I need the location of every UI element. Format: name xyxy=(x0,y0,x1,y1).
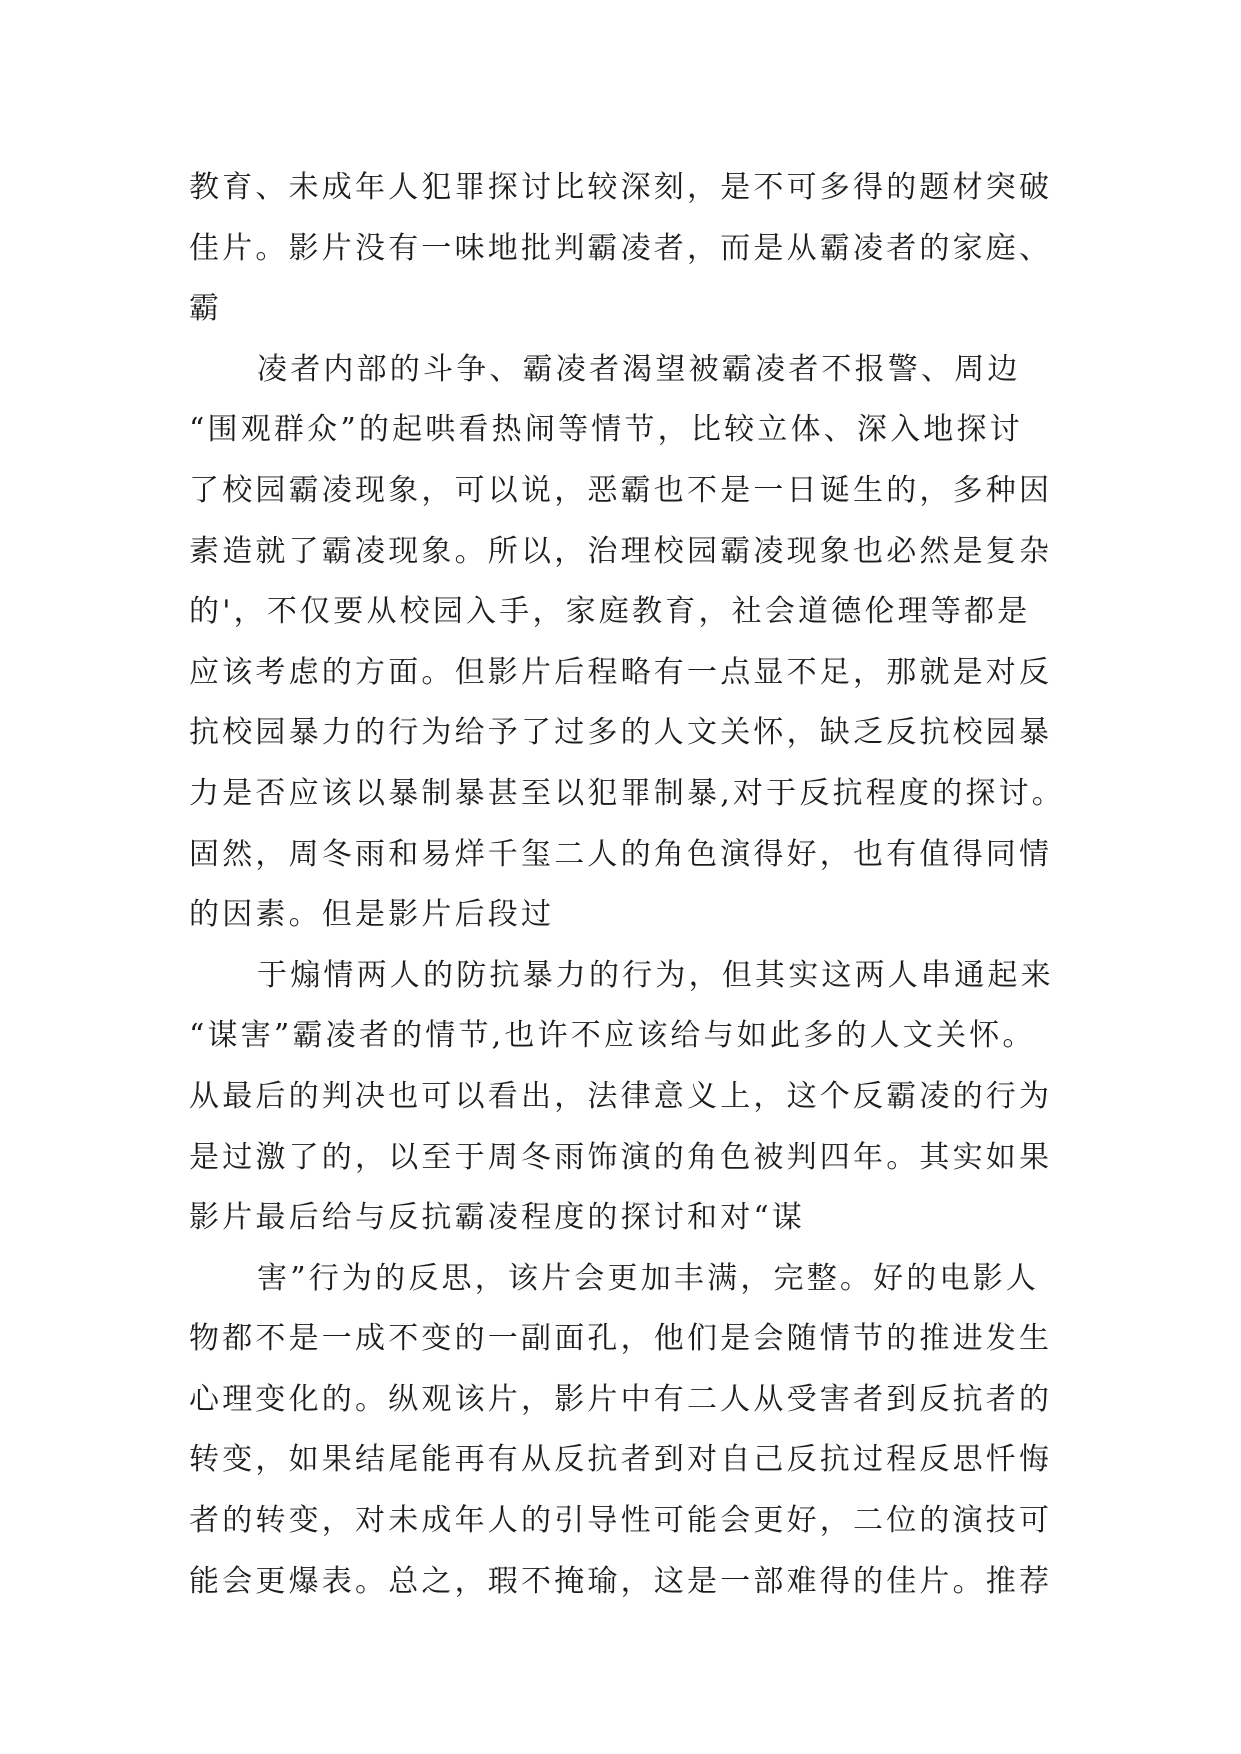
text-line: 心理变化的。纵观该片，影片中有二人从受害者到反抗者的 xyxy=(189,1381,1053,1417)
text-line: 应该考虑的方面。但影片后程略有一点显不足，那就是对反 xyxy=(189,654,1053,690)
text-line: 霸 xyxy=(189,291,223,327)
text-line: 力是否应该以暴制暴甚至以犯罪制暴,对于反抗程度的探讨。 xyxy=(189,775,1065,811)
text-line: 是过激了的，以至于周冬雨饰演的角色被判四年。其实如果 xyxy=(189,1139,1053,1175)
text-line: 影片最后给与反抗霸凌程度的探讨和对“谋 xyxy=(189,1200,806,1236)
text-line: “谋害”霸凌者的情节,也许不应该给与如此多的人文关怀。 xyxy=(189,1018,1036,1054)
body-text xyxy=(189,158,1069,1612)
text-line: 害”行为的反思，该片会更加丰满，完整。好的电影人 xyxy=(257,1260,1040,1296)
text-line: 凌者内部的斗争、霸凌者渴望被霸凌者不报警、周边 xyxy=(257,351,1021,387)
text-line: 能会更爆表。总之，瑕不掩瑜，这是一部难得的佳片。推荐 xyxy=(189,1563,1053,1599)
text-line: 的'，不仅要从校园入手，家庭教育，社会道德伦理等都是 xyxy=(189,594,1031,630)
text-line: 教育、未成年人犯罪探讨比较深刻，是不可多得的题材突破 xyxy=(189,170,1053,205)
text-line: 了校园霸凌现象，可以说，恶霸也不是一日诞生的，多种因 xyxy=(189,472,1053,508)
text-line: 素造就了霸凌现象。所以，治理校园霸凌现象也必然是复杂 xyxy=(189,533,1053,569)
text-line: 于煽情两人的防抗暴力的行为，但其实这两人串通起来 xyxy=(257,957,1054,993)
text-line: 从最后的判决也可以看出，法律意义上，这个反霸凌的行为 xyxy=(189,1078,1053,1114)
text-line: 固然，周冬雨和易烊千玺二人的角色演得好，也有值得同情 xyxy=(189,836,1053,872)
text-line: 转变，如果结尾能再有从反抗者到对自己反抗过程反思忏悔 xyxy=(189,1442,1053,1478)
text-line: 抗校园暴力的行为给予了过多的人文关怀，缺乏反抗校园暴 xyxy=(189,715,1053,751)
text-line: 佳片。影片没有一味地批判霸凌者，而是从霸凌者的家庭、 xyxy=(189,230,1053,266)
text-line: 者的转变，对未成年人的引导性可能会更好，二位的演技可 xyxy=(189,1503,1053,1539)
text-line: 物都不是一成不变的一副面孔，他们是会随情节的推进发生 xyxy=(189,1321,1053,1357)
text-line: “围观群众”的起哄看热闹等情节，比较立体、深入地探讨 xyxy=(189,412,1023,448)
text-line: 的因素。但是影片后段过 xyxy=(189,897,555,933)
